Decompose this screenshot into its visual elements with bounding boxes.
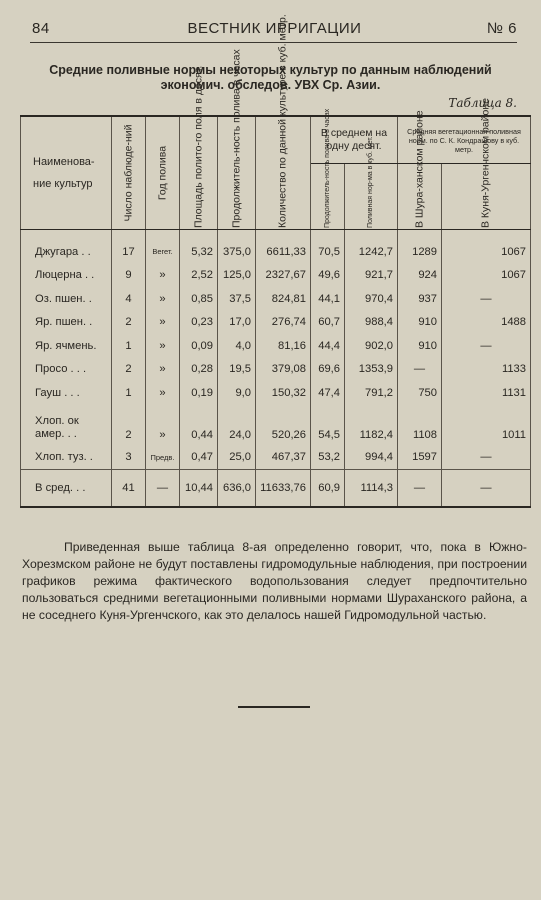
table-row — [21, 405, 531, 446]
header-area: Площадь полито-го поля в десят. — [180, 116, 218, 230]
duration: 9,0 — [218, 381, 256, 405]
shurakhan-value: 910 — [398, 334, 442, 358]
hours-per-desiatina: 54,5 — [311, 405, 345, 446]
irrigation-type: » — [146, 311, 180, 335]
crop-name: Яр. ячмень. — [21, 334, 112, 358]
total-observation-count: 41 — [112, 470, 146, 508]
observation-count: 2 — [112, 311, 146, 335]
kunya-urgench-value: 1131 — [442, 381, 531, 405]
kunya-urgench-value: 1011 — [442, 405, 531, 446]
crop-name: Гауш . . . — [21, 381, 112, 405]
duration: 4,0 — [218, 334, 256, 358]
hours-per-desiatina: 49,6 — [311, 264, 345, 288]
quantity: 2327,67 — [256, 264, 311, 288]
header-shurakhan: В Шура-ханском районе — [398, 164, 442, 230]
table-title — [20, 63, 521, 93]
duration: 37,5 — [218, 287, 256, 311]
duration: 24,0 — [218, 405, 256, 446]
table-title-line-1: Средние поливные нормы некоторых культур по данным наблюдений — [49, 63, 492, 77]
hours-per-desiatina: 44,4 — [311, 334, 345, 358]
table-row — [21, 334, 531, 358]
area: 0,23 — [180, 311, 218, 335]
irrigation-type: » — [146, 358, 180, 382]
total-norm-cubic: 1114,3 — [345, 470, 398, 508]
crop-name: Хлоп. туз. . — [21, 446, 112, 470]
hours-per-desiatina: 69,6 — [311, 358, 345, 382]
duration: 19,5 — [218, 358, 256, 382]
running-head — [32, 20, 517, 40]
area: 0,28 — [180, 358, 218, 382]
table-row — [21, 264, 531, 288]
area: 0,47 — [180, 446, 218, 470]
observation-count: 2 — [112, 405, 146, 446]
table-row — [21, 358, 531, 382]
norm-cubic: 988,4 — [345, 311, 398, 335]
table-row — [21, 381, 531, 405]
area: 0,85 — [180, 287, 218, 311]
observation-count: 17 — [112, 240, 146, 264]
crop-name: Яр. пшен. . — [21, 311, 112, 335]
quantity: 6611,33 — [256, 240, 311, 264]
hours-per-desiatina: 60,7 — [311, 311, 345, 335]
body-paragraph — [22, 539, 527, 624]
duration: 125,0 — [218, 264, 256, 288]
issue-number: № 6 — [486, 20, 517, 37]
journal-title: ВЕСТНИК ИРРИГАЦИИ — [187, 20, 362, 37]
table-row — [21, 311, 531, 335]
header-kondrashov-group: Средняя вегетационная поливная норм. по С. К. Кондрашову в куб. метр. — [398, 116, 531, 164]
area: 5,32 — [180, 240, 218, 264]
table-label: Таблица 8. — [448, 96, 517, 110]
kunya-urgench-value: 1067 — [442, 240, 531, 264]
header-norm-cubic: Поливная нор-ма в куб. мет. — [345, 164, 398, 230]
hours-per-desiatina: 70,5 — [311, 240, 345, 264]
header-irrigation-type: Год полива — [146, 116, 180, 230]
irrigation-type: » — [146, 381, 180, 405]
irrigation-type: Вегет. — [146, 240, 180, 264]
kunya-urgench-value: — — [442, 334, 531, 358]
area: 0,44 — [180, 405, 218, 446]
shurakhan-value: 1289 — [398, 240, 442, 264]
kunya-urgench-value: — — [442, 287, 531, 311]
header-quantity: Количество по данной культуре в куб. метр. — [256, 116, 311, 230]
shurakhan-value: 1108 — [398, 405, 442, 446]
header-per-desiatina-group: В среднем на одну десят. — [311, 116, 398, 164]
hours-per-desiatina: 53,2 — [311, 446, 345, 470]
total-irrigation-type: — — [146, 470, 180, 508]
duration: 25,0 — [218, 446, 256, 470]
header-kunya-urgench: В Куня-Ургенчском районе — [442, 164, 531, 230]
total-quantity: 11633,76 — [256, 470, 311, 508]
total-kunya-urgench: — — [442, 470, 531, 508]
shurakhan-value: 924 — [398, 264, 442, 288]
quantity: 276,74 — [256, 311, 311, 335]
norm-cubic: 994,4 — [345, 446, 398, 470]
observation-count: 1 — [112, 334, 146, 358]
header-hours-per-desiatina: Продолжитель-ность полива в часах — [311, 164, 345, 230]
observation-count: 9 — [112, 264, 146, 288]
total-area: 10,44 — [180, 470, 218, 508]
observation-count: 1 — [112, 381, 146, 405]
end-rule — [238, 706, 310, 708]
observation-count: 3 — [112, 446, 146, 470]
crop-name: Оз. пшен. . — [21, 287, 112, 311]
hours-per-desiatina: 44,1 — [311, 287, 345, 311]
norm-cubic: 1182,4 — [345, 405, 398, 446]
irrigation-type: » — [146, 264, 180, 288]
header-duration: Продолжитель-ность полива в часах — [218, 116, 256, 230]
norm-cubic: 1242,7 — [345, 240, 398, 264]
crop-name: Джугара . . — [21, 240, 112, 264]
crop-name: Хлоп. ок амер. . . — [21, 405, 112, 446]
norm-cubic: 791,2 — [345, 381, 398, 405]
kunya-urgench-value: 1488 — [442, 311, 531, 335]
shurakhan-value: 910 — [398, 311, 442, 335]
shurakhan-value: 937 — [398, 287, 442, 311]
norm-cubic: 1353,9 — [345, 358, 398, 382]
norm-cubic: 902,0 — [345, 334, 398, 358]
table-row — [21, 446, 531, 470]
total-label: В сред. . . — [21, 470, 112, 508]
page-number: 84 — [32, 20, 50, 37]
area: 0,09 — [180, 334, 218, 358]
area: 0,19 — [180, 381, 218, 405]
duration: 17,0 — [218, 311, 256, 335]
total-hours-per-desiatina: 60,9 — [311, 470, 345, 508]
quantity: 379,08 — [256, 358, 311, 382]
quantity: 81,16 — [256, 334, 311, 358]
observation-count: 4 — [112, 287, 146, 311]
crop-name: Просо . . . — [21, 358, 112, 382]
table-title-line-2: экономич. обследов. УВХ Ср. Азии. — [160, 78, 381, 92]
total-duration: 636,0 — [218, 470, 256, 508]
kunya-urgench-value: 1133 — [442, 358, 531, 382]
irrigation-type: » — [146, 405, 180, 446]
shurakhan-value: 750 — [398, 381, 442, 405]
table-row — [21, 287, 531, 311]
shurakhan-value: 1597 — [398, 446, 442, 470]
irrigation-type: » — [146, 287, 180, 311]
norm-cubic: 921,7 — [345, 264, 398, 288]
quantity: 467,37 — [256, 446, 311, 470]
header-observation-count: Число наблюде-ний — [112, 116, 146, 230]
crop-name: Люцерна . . — [21, 264, 112, 288]
quantity: 520,26 — [256, 405, 311, 446]
hours-per-desiatina: 47,4 — [311, 381, 345, 405]
duration: 375,0 — [218, 240, 256, 264]
norm-cubic: 970,4 — [345, 287, 398, 311]
shurakhan-value: — — [398, 358, 442, 382]
quantity: 824,81 — [256, 287, 311, 311]
total-shurakhan: — — [398, 470, 442, 508]
header-crop-name: Наименова-ние культур — [21, 116, 112, 230]
irrigation-type: » — [146, 334, 180, 358]
table-total-row — [21, 470, 531, 508]
observation-count: 2 — [112, 358, 146, 382]
table-row — [21, 240, 531, 264]
header-rule — [30, 42, 517, 43]
kunya-urgench-value: — — [442, 446, 531, 470]
irrigation-type: Предв. — [146, 446, 180, 470]
paragraph-text: Приведенная выше таблица 8-ая определенно говорит, что, пока в Южно-Хорезмском районе не будут поставлены гидромодульные наблюдения, при построении графиков режима фактического водопользования следует предпочтительно пользоваться средними вегетационными поливными нормами Шураханского района, а не соседнего Куня-Ургенчского, как это делалось нашей Гидромодульной частью. — [22, 540, 527, 622]
area: 2,52 — [180, 264, 218, 288]
kunya-urgench-value: 1067 — [442, 264, 531, 288]
quantity: 150,32 — [256, 381, 311, 405]
